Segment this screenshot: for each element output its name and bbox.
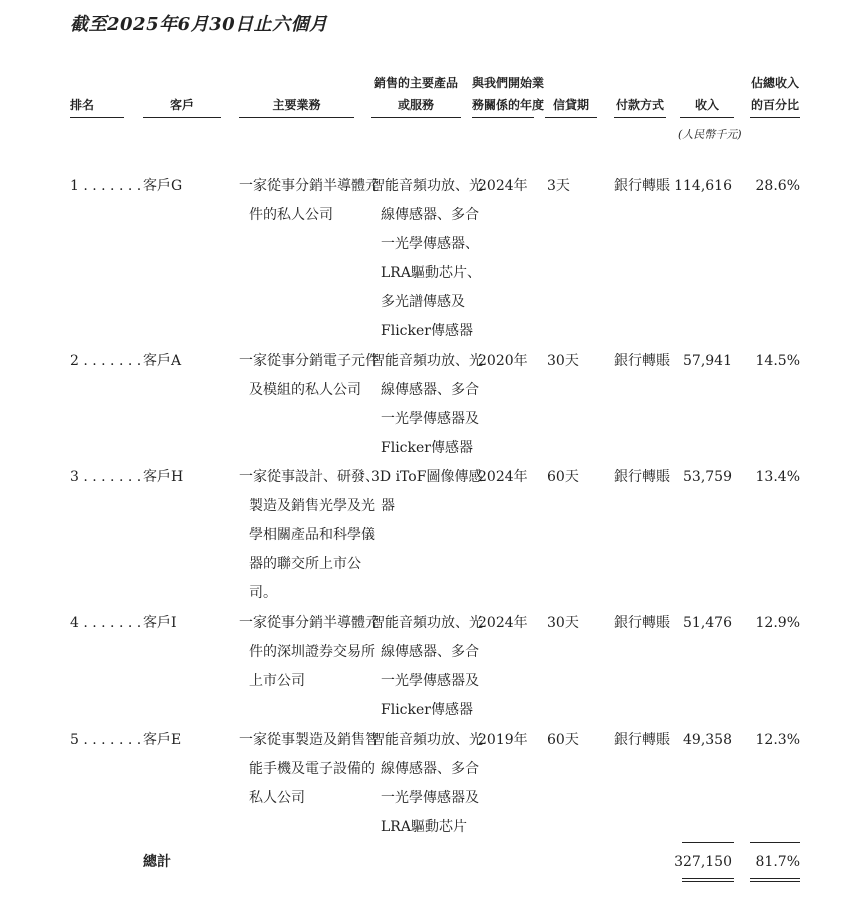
row-2-business-line2: 及模組的私人公司 — [249, 382, 361, 398]
row-4-products-line3: 一光學傳感器及 — [381, 673, 479, 689]
header-business: 主要業務 — [272, 98, 321, 112]
header-rank-underline — [70, 117, 124, 118]
row-5-business-line2: 能手機及電子設備的 — [249, 761, 375, 777]
row-1-customer: 客戶G — [143, 178, 183, 194]
row-5-products-line4: LRA驅動芯片 — [381, 819, 467, 835]
row-3-credit: 60天 — [547, 469, 579, 485]
header-customer: 客戶 — [169, 98, 194, 112]
row-2-pct: 14.5% — [755, 353, 800, 369]
row-2-products-line1: 智能音頻功放、光 — [371, 353, 483, 369]
row-2-payment: 銀行轉賬 — [614, 353, 670, 369]
total-revenue-rule — [682, 842, 734, 843]
row-5-business-line1: 一家從事製造及銷售智 — [239, 732, 379, 748]
total-revenue: 327,150 — [674, 854, 732, 870]
total-revenue-double-rule-2 — [682, 881, 734, 882]
header-products-line1: 銷售的主要產品 — [373, 76, 458, 90]
row-5-payment: 銀行轉賬 — [614, 732, 670, 748]
header-rank: 排名 — [70, 98, 95, 112]
header-credit: 信貸期 — [552, 98, 589, 112]
row-3-business-line4: 器的聯交所上市公 — [249, 556, 361, 572]
row-4-business-line2: 件的深圳證券交易所 — [249, 644, 375, 660]
row-3-business-line5: 司。 — [249, 585, 277, 601]
row-5-credit: 60天 — [547, 732, 579, 748]
row-3-business-line1: 一家從事設計、研發、 — [239, 469, 379, 485]
total-revenue-double-rule-1 — [682, 878, 734, 879]
header-products-underline — [371, 117, 461, 118]
row-3-business-line2: 製造及銷售光學及光 — [249, 498, 375, 514]
row-5-pct: 12.3% — [755, 732, 800, 748]
row-3-products-line1: 3D iToF圖像傳感 — [371, 469, 483, 485]
row-4-products-line1: 智能音頻功放、光 — [371, 615, 483, 631]
header-pct-line2: 的百分比 — [750, 98, 799, 112]
row-2-credit: 30天 — [547, 353, 579, 369]
row-1-products-line3: 一光學傳感器、 — [381, 236, 479, 252]
row-4-pct: 12.9% — [755, 615, 800, 631]
row-5-business-line3: 私人公司 — [249, 790, 305, 806]
header-since-line2: 務關係的年度 — [472, 98, 545, 112]
row-1-products-line2: 線傳感器、多合 — [381, 207, 479, 223]
row-3-customer: 客戶H — [143, 469, 184, 485]
row-4-products-line2: 線傳感器、多合 — [381, 644, 479, 660]
row-3-since: 2024年 — [478, 469, 528, 485]
header-revenue: 收入 — [694, 98, 719, 112]
row-1-rank: 1 . . . . . . . — [70, 178, 142, 194]
row-1-products-line5: 多光譜傳感及 — [381, 294, 465, 310]
page-title: 截至2025年6月30日止六個月 — [70, 14, 328, 35]
header-payment: 付款方式 — [615, 98, 664, 112]
row-4-credit: 30天 — [547, 615, 579, 631]
header-credit-underline — [545, 117, 597, 118]
header-since-line1: 與我們開始業 — [472, 76, 545, 90]
row-2-products-line4: Flicker傳感器 — [381, 440, 473, 456]
row-5-since: 2019年 — [478, 732, 528, 748]
row-4-business-line1: 一家從事分銷半導體元 — [239, 615, 379, 631]
row-4-business-line3: 上市公司 — [249, 673, 305, 689]
total-label: 總計 — [143, 854, 171, 870]
row-1-products-line1: 智能音頻功放、光 — [371, 178, 483, 194]
row-5-products-line2: 線傳感器、多合 — [381, 761, 479, 777]
row-2-revenue: 57,941 — [683, 353, 732, 369]
row-1-revenue: 114,616 — [674, 178, 732, 194]
row-1-products-line4: LRA驅動芯片、 — [381, 265, 481, 281]
row-3-business-line3: 學相關產品和科學儀 — [249, 527, 375, 543]
row-4-rank: 4 . . . . . . . — [70, 615, 142, 631]
header-products-line2: 或服務 — [397, 98, 434, 112]
row-1-pct: 28.6% — [755, 178, 800, 194]
row-1-payment: 銀行轉賬 — [614, 178, 670, 194]
row-1-business-line2: 件的私人公司 — [249, 207, 333, 223]
total-pct-double-rule-1 — [750, 878, 800, 879]
row-5-rank: 5 . . . . . . . — [70, 732, 142, 748]
row-3-revenue: 53,759 — [683, 469, 732, 485]
row-2-rank: 2 . . . . . . . — [70, 353, 142, 369]
total-pct-rule — [750, 842, 800, 843]
row-4-payment: 銀行轉賬 — [614, 615, 670, 631]
row-3-payment: 銀行轉賬 — [614, 469, 670, 485]
row-2-products-line3: 一光學傳感器及 — [381, 411, 479, 427]
row-5-products-line3: 一光學傳感器及 — [381, 790, 479, 806]
row-5-revenue: 49,358 — [683, 732, 732, 748]
header-revenue-underline — [680, 117, 734, 118]
row-5-customer: 客戶E — [143, 732, 182, 748]
row-1-business-line1: 一家從事分銷半導體元 — [239, 178, 379, 194]
row-1-credit: 3天 — [547, 178, 570, 194]
row-3-products-line2: 器 — [381, 498, 395, 514]
row-5-products-line1: 智能音頻功放、光 — [371, 732, 483, 748]
row-2-since: 2020年 — [478, 353, 528, 369]
row-1-since: 2024年 — [478, 178, 528, 194]
revenue-unit: (人民幣千元) — [678, 128, 742, 141]
header-business-underline — [239, 117, 354, 118]
header-customer-underline — [143, 117, 221, 118]
row-4-since: 2024年 — [478, 615, 528, 631]
row-4-customer: 客戶I — [143, 615, 177, 631]
row-1-products-line6: Flicker傳感器 — [381, 323, 473, 339]
row-4-revenue: 51,476 — [683, 615, 732, 631]
header-payment-underline — [614, 117, 666, 118]
header-since-underline — [472, 117, 534, 118]
header-pct-line1: 佔總收入 — [750, 76, 799, 90]
row-2-business-line1: 一家從事分銷電子元件 — [239, 353, 379, 369]
row-4-products-line4: Flicker傳感器 — [381, 702, 473, 718]
header-pct-underline — [750, 117, 800, 118]
total-pct: 81.7% — [755, 854, 800, 870]
row-2-products-line2: 線傳感器、多合 — [381, 382, 479, 398]
total-pct-double-rule-2 — [750, 881, 800, 882]
row-3-rank: 3 . . . . . . . — [70, 469, 142, 485]
row-3-pct: 13.4% — [755, 469, 800, 485]
row-2-customer: 客戶A — [143, 353, 182, 369]
